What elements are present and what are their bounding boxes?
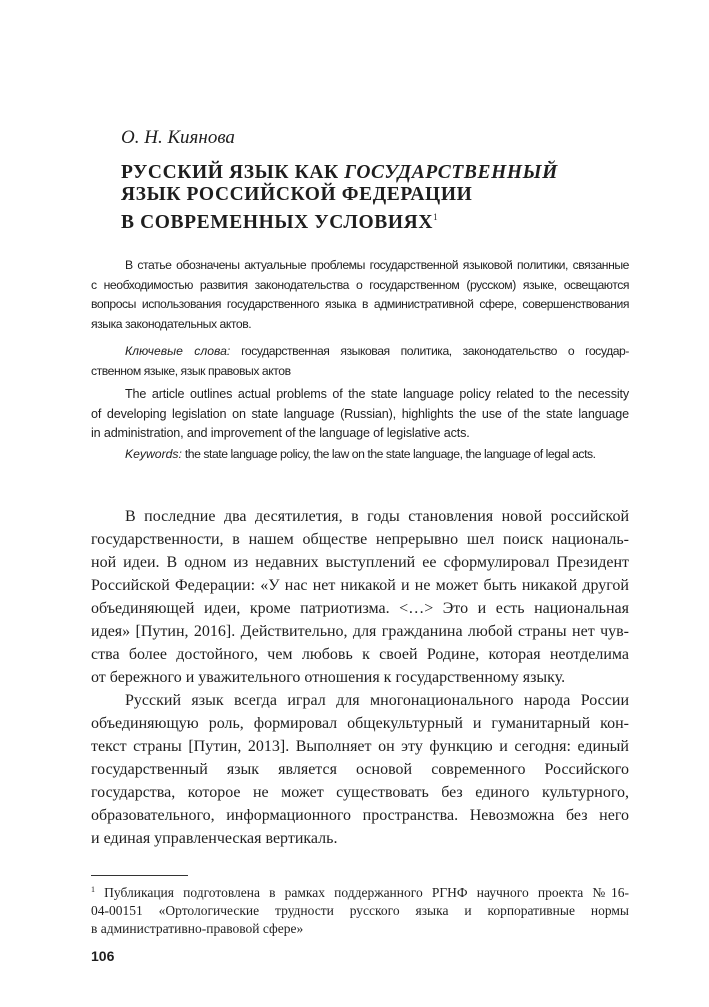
title-line-1: РУССКИЙ ЯЗЫК КАК ГОСУДАРСТВЕННЫЙ xyxy=(121,162,558,183)
abstract-en-line: in administration, and improvement of the language of legislative acts. xyxy=(91,426,470,440)
title-line-2: ЯЗЫК РОССИЙСКОЙ ФЕДЕРАЦИИ xyxy=(121,184,473,205)
body-line: Русский язык всегда играл для многонационального народа России xyxy=(125,692,629,709)
body-line: ной идеи. В одном из недавних выступлений ее сформулировал Президент xyxy=(91,554,629,571)
author-name: О. Н. Киянова xyxy=(121,127,235,148)
keywords-en-line: Keywords: the state language policy, the law on the state language, the language of legal acts. xyxy=(125,447,596,461)
body-line: образовательного, информационного пространства. Невозможна без него xyxy=(91,807,629,824)
keywords-en xyxy=(91,445,629,465)
abstract-en-line: The article outlines actual problems of the state language policy related to the necessity xyxy=(125,387,629,401)
body-line: Российской Федерации: «У нас нет никакой и не может быть никакой другой xyxy=(91,577,629,594)
page-number: 106 xyxy=(91,948,115,964)
body-line: В последние два десятилетия, в годы становления новой российской xyxy=(125,508,629,525)
abstract-ru-line: языка законодательных актов. xyxy=(91,316,252,331)
body-line: и единая управленческая вертикаль. xyxy=(91,830,338,847)
keywords-en-label: Keywords: xyxy=(125,447,182,461)
body-line: государственный язык является основой современного Российского xyxy=(91,761,629,778)
body-paragraph-1 xyxy=(91,505,629,689)
keywords-ru-line: ственном языке, язык правовых актов xyxy=(91,363,291,378)
body-paragraph-2 xyxy=(91,689,629,850)
body-line: государства, которое не может существовать без единого культурного, xyxy=(91,784,629,801)
title-italic-word: ГОСУДАРСТВЕННЫЙ xyxy=(344,162,558,183)
footnote-divider xyxy=(91,875,188,876)
footnote-line: $^1$ Публикация подготовлена в рамках поддержанного РГНФ научного проекта №16- xyxy=(91,885,630,900)
body-line: объединяющую роль, формировал общекультурный и гуманитарный кон- xyxy=(91,715,629,732)
footnote xyxy=(91,881,629,938)
body-line: государственности, в нашем обществе непрерывно шел поиск националь- xyxy=(91,531,629,548)
body-line: идея» [Путин, 2016]. Действительно, для гражданина любой страны нет чув- xyxy=(91,623,629,640)
article-title xyxy=(121,162,558,234)
body-line: текст страны [Путин, 2013]. Выполняет он эту функцию и сегодня: единый xyxy=(91,738,629,755)
abstract-ru-line: вопросы использования государственного языка в административной сфере, совершенствования xyxy=(91,297,629,311)
keywords-ru xyxy=(91,342,629,381)
abstract-ru-line: В статье обозначены актуальные проблемы государственной языковой политики, связанные xyxy=(125,258,629,272)
footnote-marker: 1 xyxy=(91,885,95,894)
footnote-ref: 1 xyxy=(433,212,438,222)
abstract-ru-line: с необходимостью развития законодательства о государственном (русском) языке, освещаются xyxy=(91,277,629,292)
abstract-en xyxy=(91,385,629,444)
abstract-ru xyxy=(91,256,629,334)
body-line: от бережного и уважительного отношения к государственному языку. xyxy=(91,669,566,686)
keywords-ru-label: Ключевые слова: xyxy=(125,344,231,358)
footnote-line: 04-00151 «Ортологические трудности русского языка и корпоративные нормы xyxy=(91,903,629,918)
abstract-en-line: of developing legislation on state language (Russian), highlights the use of the state language xyxy=(91,406,629,421)
body-line: объединяющей идеи, кроме патриотизма. <…> Это и есть национальная xyxy=(91,600,629,617)
body-line: ства более достойного, чем любовь к своей Родине, которая неотделима xyxy=(91,646,629,663)
footnote-line: в административно-правовой сфере» xyxy=(91,921,304,936)
title-line-3: В СОВРЕМЕННЫХ УСЛОВИЯХ$^1$ xyxy=(121,212,438,233)
keywords-ru-line: Ключевые слова: государственная языковая политика, законодательство о государ- xyxy=(125,344,629,358)
